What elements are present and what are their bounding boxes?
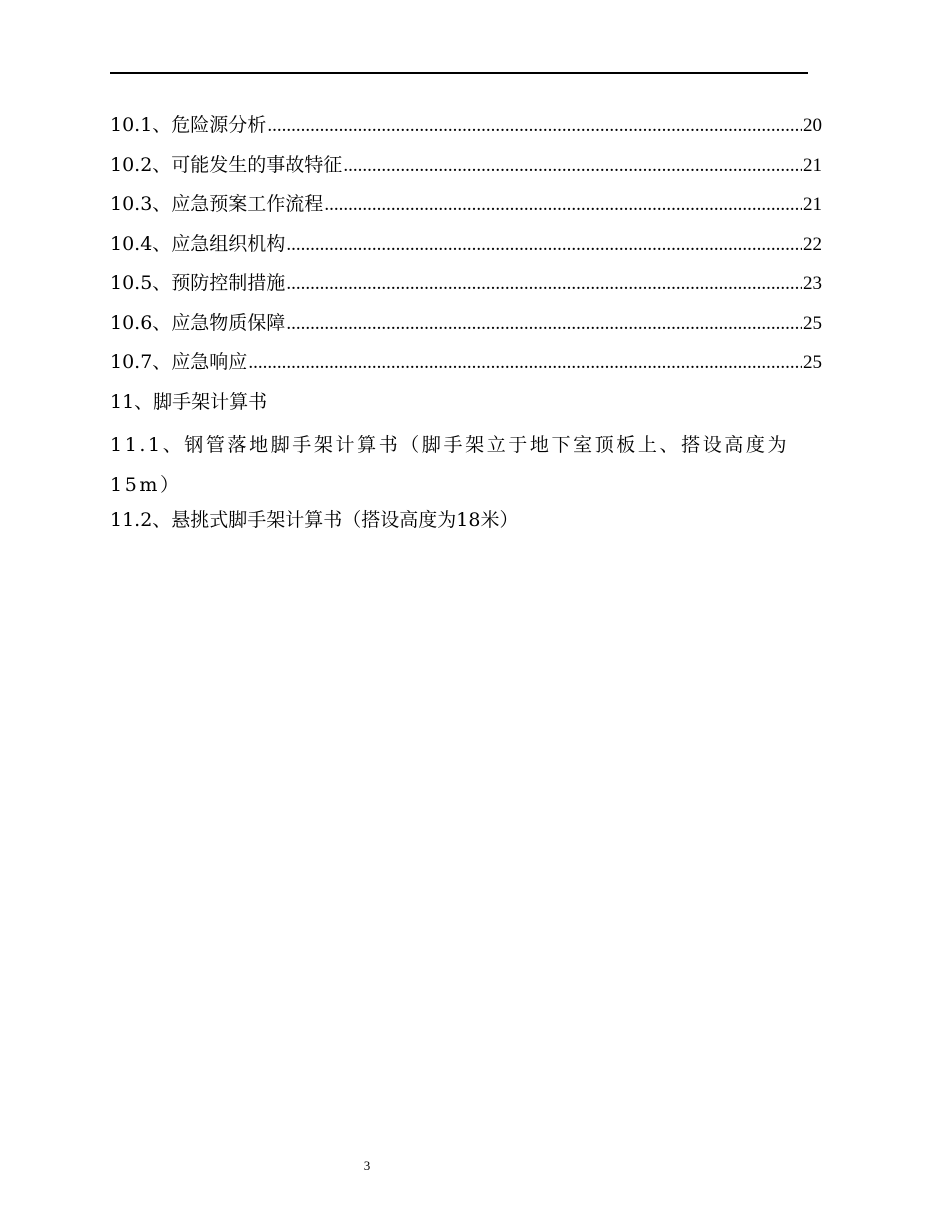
toc-entry-page: 23 <box>803 273 822 294</box>
toc-section-11[interactable]: 11、脚手架计算书 <box>110 390 268 413</box>
toc-entry-page: 21 <box>803 154 822 176</box>
toc-leader-dots <box>324 193 802 216</box>
toc-leader-dots <box>267 114 802 137</box>
toc-entry-label: 10.6、应急物质保障 <box>110 311 286 334</box>
toc-entry-label: 10.3、应急预案工作流程 <box>110 193 324 215</box>
toc-entry-label: 10.5、预防控制措施 <box>110 272 286 294</box>
toc-entry-label: 10.1、危险源分析 <box>110 114 267 136</box>
toc-entry-10-1[interactable] <box>110 110 822 150</box>
toc-entry-10-2[interactable] <box>110 150 822 190</box>
toc-entry-label: 10.2、可能发生的事故特征 <box>110 153 343 176</box>
toc-entry-11-1[interactable]: 11.1、钢管落地脚手架计算书（脚手架立于地下室顶板上、搭设高度为15m） <box>110 434 790 496</box>
toc-leader-dots <box>286 312 802 335</box>
toc-leader-dots <box>343 154 802 177</box>
toc-entry-10-5[interactable] <box>110 268 822 308</box>
toc-leader-dots <box>286 233 802 256</box>
toc-entry-10-4[interactable] <box>110 229 822 269</box>
toc-leader-dots <box>286 272 802 295</box>
toc-entry-label: 10.7、应急响应 <box>110 351 248 373</box>
toc-entry-page: 25 <box>803 352 822 373</box>
page-number: 3 <box>363 1158 371 1173</box>
toc-entry-10-7[interactable] <box>110 347 822 387</box>
toc-entry-10-3[interactable] <box>110 189 822 229</box>
toc-entry-page: 20 <box>803 115 822 136</box>
table-of-contents <box>110 110 822 545</box>
toc-entry-page: 25 <box>803 312 822 334</box>
toc-entry-11-2[interactable]: 11.2、悬挑式脚手架计算书（搭设高度为18米） <box>110 509 519 531</box>
header-rule <box>110 72 808 74</box>
toc-entry-10-6[interactable] <box>110 308 822 348</box>
toc-entry-page: 22 <box>803 233 822 255</box>
toc-entry-page: 21 <box>803 194 822 215</box>
toc-leader-dots <box>248 351 802 374</box>
toc-entry-label: 10.4、应急组织机构 <box>110 232 286 255</box>
